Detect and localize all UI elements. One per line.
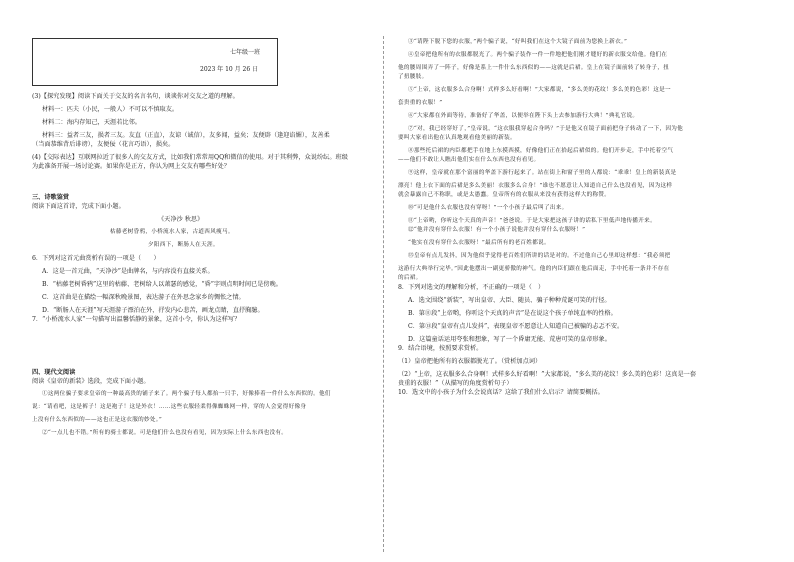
passage-para-4-line2: 他的腰周围弄了一阵子，好像是系上一件什么东西似的——这就是后裙。皇上在镜子面前转了转身子，扭: [398, 65, 670, 71]
poem-title: 《天净沙 秋思》: [158, 216, 204, 223]
question-8: 8．下列对选文的理解和分析，不正确的一项是（ ）: [398, 284, 545, 291]
passage-para-1-line2: 说：“请看吧，这是裤子！这是袍子！这是外衣！……这些衣服轻柔得像蜘蛛网一样，穿的人会觉得好像身: [32, 404, 307, 410]
passage-para-1-line3: 上没有什么东西似的——这也正是这衣服的妙处。”: [32, 417, 163, 423]
poem-line-2: 夕阳西下，断肠人在天涯。: [148, 242, 219, 248]
question-6: 6．下列对这首元曲赏析有误的一项是（ ）: [32, 255, 160, 262]
passage-para-4-line1: ④皇帝把他所有的衣服都脱光了。两个骗子装作一件一件地把他们刚才缝好的新衣服交给他。他们在: [408, 52, 668, 58]
question-6-option-b: B．“枯藤老树昏鸦”这里的枯藤、老树给人以萧瑟的感觉，“昏”字则点明时间已是傍晚。: [42, 281, 282, 288]
question-7: 7．“小桥流水人家”一句描写出温馨恬静的景象，这首小令，你认为这样写？: [32, 316, 241, 323]
passage-para-7-line1: ⑦“对，我已经穿好了，”皇帝说，“这衣服我穿起合身吗？”于是他又在镜子面前把身子转动了一下，因为他: [408, 126, 684, 132]
exam-date: 2023 年 10 月 26 日: [200, 66, 259, 73]
passage-para-13-line2: 这游行大典举行完毕。”因此他摆出一副更骄傲的神气。他的内臣们跟在他后面走，手中托着一条并不存在: [398, 266, 670, 272]
column-divider: [383, 36, 384, 552]
question-6-option-a: A．这是一首元曲，“天净沙”是曲牌名，与内容没有直接关系。: [42, 268, 214, 275]
question-4-line2: 为此准备开展一场讨论赛。如果你是正方，你认为网上交友有哪些好处？: [32, 163, 230, 170]
question-9: 9．结合语境，按照要求赏析。: [398, 345, 483, 352]
passage-para-12-line1: ⑫“他并没有穿什么衣服！有一个小孩子说他并没有穿什么衣服呀！”: [408, 227, 586, 233]
question-8-option-a: A．选文围绕“新装”，写出皇帝、大臣、随员、骗子种种荒诞可笑的行径。: [408, 297, 611, 304]
passage-para-4-line3: 了扭腰肢。: [398, 74, 428, 80]
right-column: [398, 38, 780, 397]
question-8-option-d: D．这篇童话运用夸张和想象，写了一个昏庸无能、荒唐可笑的皇帝形象。: [408, 336, 611, 343]
material-1: 材料一：匹夫（小民，一般人）不可以不慎取友。: [42, 106, 179, 113]
section-4-intro: 阅读《皇帝的新装》选段，完成下面小题。: [32, 378, 150, 385]
passage-para-5-line2: 套贵重的衣服！”: [398, 100, 443, 106]
question-6-option-c: C．这首曲是在描绘一幅深秋晚景图，表达游子在外思念家乡的惆怅之情。: [42, 294, 245, 301]
passage-para-13-line1: ⑬皇帝有点儿发抖，因为他似乎觉得老百姓们所讲的话是对的。不过他自己心里却这样想：“我必须把: [408, 253, 671, 259]
passage-para-12-line2: “他实在没有穿什么衣服呀！”最后所有的老百姓都说。: [408, 240, 550, 246]
passage-para-3: ③“请陛下脱下您的衣服，”两个骗子说，“好叫我们在这个大镜子面前为您换上新衣。”: [408, 39, 628, 45]
passage-para-7-line2: 要叫大家看出他在认真地观看他美丽的新装。: [398, 135, 516, 141]
passage-para-9-line2: 漂亮！他上衣下面的后裙是多么美丽！衣服多么合身！”谁也不愿意让人知道自己什么也没看见，因为这样: [398, 183, 673, 189]
question-6-option-d: D．“断肠人在天涯”写天涯游子漂泊在外，抒发内心悲苦，画龙点睛，直抒胸臆。: [42, 307, 264, 314]
section-3-intro: 阅读下面这首诗，完成下面小题。: [32, 203, 125, 210]
question-9-part-1: （1）皇帝把他所有的衣服都脱光了。（赏析加点词）: [398, 358, 542, 365]
question-8-option-b: B．第⑪段“上帝哟，你听这个天真的声音”是在说这个孩子单纯直率的性格。: [408, 310, 617, 317]
passage-para-2: ②“一点儿也不错。”所有的骑士都说。可是他们什么也没有看见，因为实际上什么东西也没有。: [42, 430, 288, 436]
header-box: [32, 38, 278, 86]
passage-para-10: ⑩“可是他什么衣服也没有穿呀！”一个小孩子最后叫了出来。: [408, 205, 568, 211]
material-3-line1: 材料三：益者三友，损者三友。友直（正直），友谅（诚信），友多闻，益矣；友便辟（逢迎谄媚），友善柔: [42, 132, 330, 139]
material-3-line2: （当面恭维背后诽谤），友便佞（花言巧语），损矣。: [32, 141, 175, 148]
passage-para-8-line1: ⑧那些托后裙的内臣都把手在地上东摸西摸，好像他们正在拾起后裙似的。他们开步走，手中托着空气: [408, 148, 674, 154]
section-4-title: 四、现代文阅读: [32, 369, 76, 376]
left-column: [32, 92, 377, 438]
passage-para-9-line1: ⑨这样，皇帝就在那个富丽的华盖下游行起来了。站在街上和窗子里的人都说：“乖乖！皇上的新装真是: [408, 170, 677, 176]
passage-para-6: ⑥“大家都在外面等待，准备好了华盖，以便举在陛下头上去参加游行大典！”典礼官说。: [408, 113, 639, 119]
class-label: 七年级一班: [230, 49, 261, 56]
passage-para-8-line2: ——他们不敢让人瞧出他们实在什么东西也没有看见。: [398, 157, 540, 163]
passage-para-11: ⑪“上帝哟，你听这个天真的声音！”爸爸说。于是大家把这孩子讲的话私下里低声地传播开来。: [408, 218, 656, 224]
passage-para-5-line1: ⑤“上帝，这衣服多么合身啊！式样多么好看啊！”大家都说，“多么美的花纹！多么美的色彩！这是一: [408, 87, 671, 93]
section-3-title: 三、诗歌鉴赏: [32, 194, 70, 201]
passage-para-1-line1: ①这两位骗子要求皇帝的一种最高贵的铺子来了。两个骗子每人都抬一只手，好像捧着一件什么东西似的。他们: [42, 391, 331, 397]
question-4-line1: (4)【交际表达】互联网拉近了很多人的交友方式，比如我们常常用QQ和微信的使用。对于其利弊，众说纷纭。班级: [32, 154, 348, 161]
poem-line-1: 枯藤老树昏鸦，小桥流水人家，古道西风瘦马。: [110, 229, 234, 235]
question-9-part-2-line2: 贵重的衣服！”（从描写的角度赏析句子）: [398, 380, 513, 387]
material-2: 材料二：海内存知己，天涯若比邻。: [42, 119, 141, 126]
question-10: 10．选文中的小孩子为什么会说真话？这给了我们什么启示？请简要概括。: [398, 389, 604, 396]
question-9-part-2-line1: （2）“上帝，这衣服多么合身啊！式样多么好看啊！”大家都说，“多么美的花纹！多么美的色彩！这真是一套: [398, 371, 697, 378]
question-8-option-c: C．第⑬段“皇帝有点儿发抖”，表现皇帝不愿意让人知道自己被骗的忐忑不安。: [408, 323, 624, 330]
question-explore: (3)【探究发现】阅读下面关于交友的名言名句，谈谈你对交友之道的理解。: [32, 93, 239, 100]
passage-para-9-line3: 就会暴露自己不称职，或是太愚蠢。皇帝所有的衣服从来没有获得这样大的称赞。: [398, 192, 611, 198]
passage-para-13-line3: 的后裙。: [398, 275, 422, 281]
